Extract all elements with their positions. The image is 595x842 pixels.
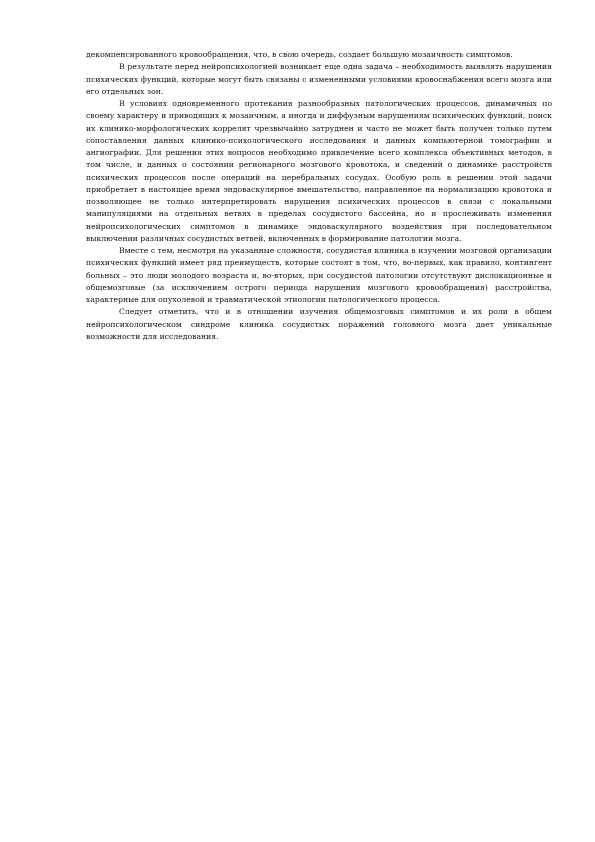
document-page bbox=[86, 49, 552, 343]
paragraph-3: В условиях одновременного протекания разнообразных патологических процессов, динамичных по своему характеру и приводящих к мозаичным, а иногда и диффузным нарушениям психических функций, поиск их клинико-морфологических коррелят чрезвычайно затруднен и часто не может быть получен только путем сопоставления данных клинико-психологического исследования и данных компьютерной томографии и ангиографии. Для решения этих вопросов необходимо привлечение всего комплекса объективных методов, в том числе, и данных о состоянии регионарного мозгового кровотока, и сведений о динамике расстройств психических процессов после операций на церебральных сосудах. Особую роль в решении этой задачи приобретает в настоящее время эндоваскулярное вмешательство, направленное на нормализацию кровотока и позволяющее не только интерпретировать нарушения психических процессов в связи с локальными манипуляциями на отдельных ветвях в пределах сосудистого бассейна, но и прослеживать изменения нейропсихологических симптомов в динамике эндоваскулярного воздействия при последовательном выключении различных сосудистых ветвей, включенных в формирование патологии мозга. bbox=[86, 99, 552, 243]
paragraph-1: декомпенсированного кровообращения, что, в свою очередь, создает большую мозаичность симптомов. bbox=[86, 50, 513, 59]
paragraph-2: В результате перед нейропсихологией возникает еще одна задача – необходимость выявлять нарушения психических функций, которые могут быть связаны с измененными условиями кровоснабжения всего мозга или его отдельных зон. bbox=[86, 62, 552, 96]
paragraph-4: Вместе с тем, несмотря на указанные сложности, сосудистая клиника в изучении мозговой организации психических функций имеет ряд преимуществ, которые состоят в том, что, во-первых, как правило, контингент больных – это люди молодого возраста и, во-вторых, при сосудистой патологии отсутствуют дислокационные и общемозговые (за исключением острого периода нарушения мозгового кровообращения) расстройства, характерные для опухолевой и травматической этиологии патологического процесса. bbox=[86, 246, 552, 304]
paragraph-5: Следует отметить, что и в отношении изучения общемозговых симптомов и их роли в общем нейропсихологическом синдроме клиника сосудистых поражений головного мозга дает уникальные возможности для исследования. bbox=[86, 307, 552, 341]
